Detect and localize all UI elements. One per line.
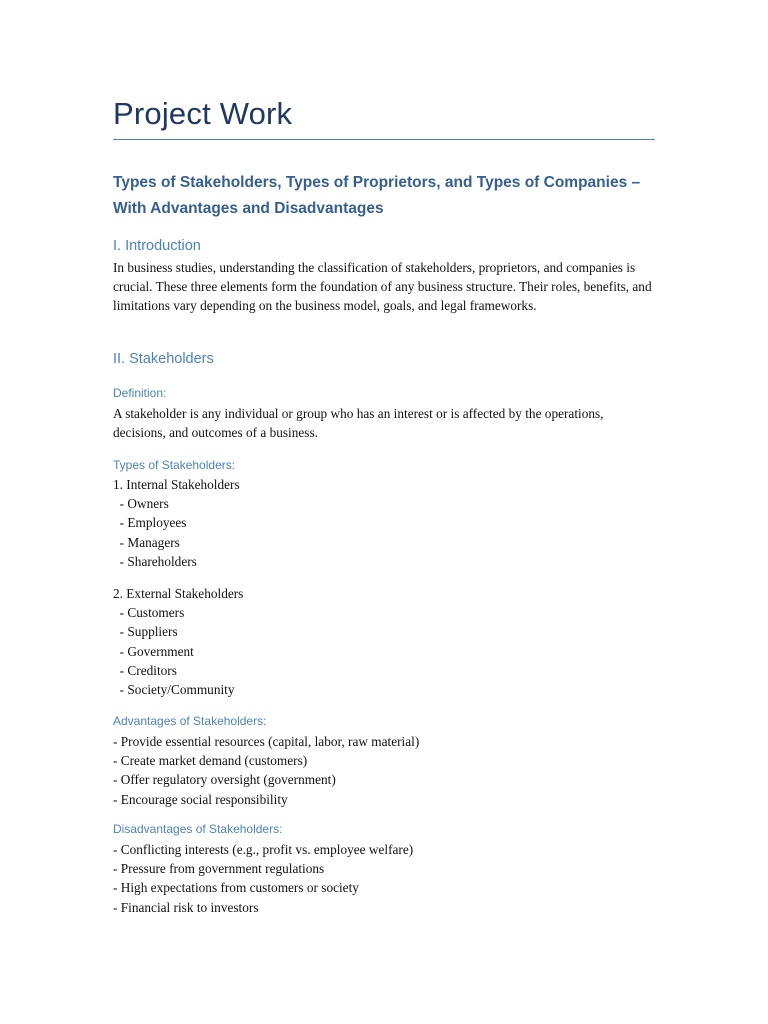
list-item: - Suppliers <box>113 624 178 640</box>
list-item: - Create market demand (customers) <box>113 753 308 769</box>
list-item: 1. Internal Stakeholders <box>113 477 240 492</box>
list-item: - Owners <box>113 496 169 512</box>
list-item: - Encourage social responsibility <box>113 791 288 807</box>
list-item: - Conflicting interests (e.g., profit vs. employee welfare) <box>113 842 414 857</box>
list-item: - Society/Community <box>113 682 235 698</box>
definition-paragraph: A stakeholder is any individual or group who has an interest or is affected by the operations, decisions, and outcomes of a business. <box>113 406 604 441</box>
list-item: - Managers <box>113 534 180 550</box>
list-item: - Financial risk to investors <box>113 899 259 915</box>
disadvantages-list <box>113 840 413 917</box>
list-item: - Pressure from government regulations <box>113 861 325 877</box>
list-item: - Customers <box>113 605 185 621</box>
introduction-heading: I. Introduction <box>113 238 201 254</box>
stakeholders-heading: II. Stakeholders <box>113 351 214 367</box>
document-subtitle: Types of Stakeholders, Types of Proprietors, and Types of Companies – With Advantages and Disadvantages <box>113 174 641 217</box>
external-stakeholders-list <box>113 584 243 699</box>
list-item: - Shareholders <box>113 553 197 569</box>
types-of-stakeholders-label: Types of Stakeholders: <box>113 458 236 472</box>
list-item: - Creditors <box>113 662 177 678</box>
advantages-list <box>113 732 419 809</box>
advantages-label: Advantages of Stakeholders: <box>113 714 267 728</box>
definition-label: Definition: <box>113 386 167 400</box>
introduction-paragraph: In business studies, understanding the classification of stakeholders, proprietors, and companies is crucial. These three elements form the foundation of any business structure. Their roles, benefits, and limitations vary depending on the business model, goals, and legal frameworks. <box>113 260 652 314</box>
document-title: Project Work <box>113 96 293 131</box>
internal-stakeholders-list <box>113 475 240 571</box>
list-item: - Government <box>113 643 194 659</box>
disadvantages-label: Disadvantages of Stakeholders: <box>113 822 283 836</box>
list-item: - Provide essential resources (capital, labor, raw material) <box>113 734 420 749</box>
list-item: 2. External Stakeholders <box>113 586 244 601</box>
list-item: - Offer regulatory oversight (government) <box>113 772 336 788</box>
list-item: - High expectations from customers or society <box>113 880 359 896</box>
title-divider <box>113 139 655 140</box>
list-item: - Employees <box>113 515 187 531</box>
